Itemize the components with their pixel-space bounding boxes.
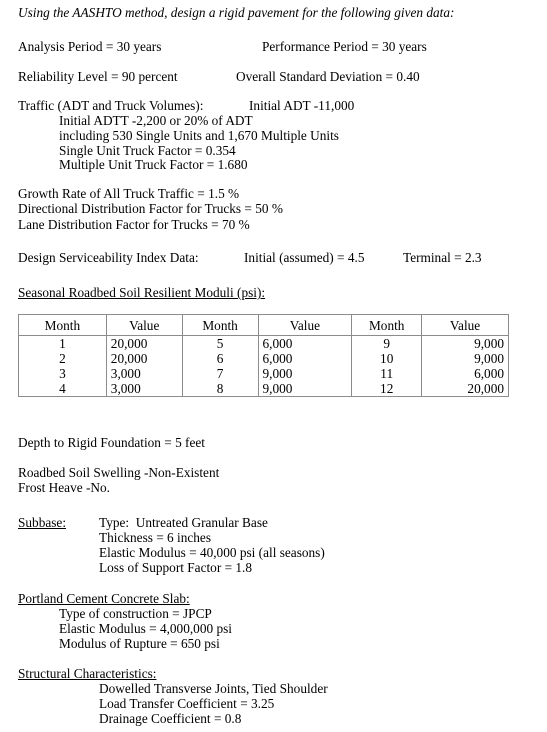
serviceability-label: Design Serviceability Index Data: — [18, 250, 199, 265]
month-cell: 10 — [352, 351, 422, 366]
month-cell: 3 — [19, 366, 107, 381]
table-row — [19, 366, 509, 381]
value-cell: 9,000 — [422, 351, 509, 366]
table-header-row — [19, 315, 509, 336]
value-cell: 6,000 — [422, 366, 509, 381]
header-month: Month — [182, 315, 258, 336]
standard-deviation: Overall Standard Deviation = 0.40 — [236, 69, 420, 84]
traffic-initial-adtt: Initial ADTT -2,200 or 20% of ADT — [59, 113, 253, 128]
subbase-loss-of-support: Loss of Support Factor = 1.8 — [99, 560, 253, 575]
analysis-period: Analysis Period = 30 years — [18, 39, 162, 54]
header-value: Value — [106, 315, 182, 336]
value-cell: 20,000 — [106, 351, 182, 366]
structural-label: Structural Characteristics: — [18, 666, 157, 681]
header-value: Value — [258, 315, 352, 336]
slab-label: Portland Cement Concrete Slab: — [18, 591, 190, 606]
performance-period: Performance Period = 30 years — [262, 39, 427, 54]
value-cell: 3,000 — [106, 381, 182, 397]
subbase-thickness: Thickness = 6 inches — [99, 530, 212, 545]
multiple-unit-factor: Multiple Unit Truck Factor = 1.680 — [59, 157, 248, 172]
table-row — [19, 351, 509, 366]
slab-type: Type of construction = JPCP — [59, 606, 212, 621]
value-cell: 6,000 — [258, 351, 352, 366]
value-cell: 20,000 — [422, 381, 509, 397]
problem-heading: Using the AASHTO method, design a rigid pavement for the following given data: — [18, 5, 455, 20]
structural-joints: Dowelled Transverse Joints, Tied Shoulder — [99, 681, 328, 696]
month-cell: 9 — [352, 336, 422, 352]
directional-distribution: Directional Distribution Factor for Trucks = 50 % — [18, 201, 283, 216]
serviceability-initial: Initial (assumed) = 4.5 — [244, 250, 365, 265]
month-cell: 5 — [182, 336, 258, 352]
month-cell: 8 — [182, 381, 258, 397]
subbase-modulus: Elastic Modulus = 40,000 psi (all seasons) — [99, 545, 325, 560]
slab-modulus: Elastic Modulus = 4,000,000 psi — [59, 621, 232, 636]
value-cell: 9,000 — [258, 366, 352, 381]
single-unit-factor: Single Unit Truck Factor = 0.354 — [59, 143, 236, 158]
lane-distribution: Lane Distribution Factor for Trucks = 70 % — [18, 217, 250, 232]
table-row — [19, 381, 509, 397]
value-cell: 20,000 — [106, 336, 182, 352]
header-month: Month — [19, 315, 107, 336]
month-cell: 1 — [19, 336, 107, 352]
depth-to-foundation: Depth to Rigid Foundation = 5 feet — [18, 435, 205, 450]
header-month: Month — [352, 315, 422, 336]
header-value: Value — [422, 315, 509, 336]
subbase-type: Type: Untreated Granular Base — [99, 515, 268, 530]
month-cell: 2 — [19, 351, 107, 366]
month-cell: 4 — [19, 381, 107, 397]
value-cell: 9,000 — [422, 336, 509, 352]
growth-rate: Growth Rate of All Truck Traffic = 1.5 % — [18, 186, 240, 201]
soil-table-title: Seasonal Roadbed Soil Resilient Moduli (psi): — [18, 285, 266, 300]
drainage-coefficient: Drainage Coefficient = 0.8 — [99, 711, 242, 726]
table-row — [19, 336, 509, 352]
value-cell: 6,000 — [258, 336, 352, 352]
month-cell: 11 — [352, 366, 422, 381]
value-cell: 9,000 — [258, 381, 352, 397]
frost-heave: Frost Heave -No. — [18, 480, 110, 495]
soil-moduli-table — [18, 314, 509, 397]
subbase-label: Subbase: — [18, 515, 67, 530]
traffic-initial-adt: Initial ADT -11,000 — [249, 98, 355, 113]
month-cell: 7 — [182, 366, 258, 381]
reliability-level: Reliability Level = 90 percent — [18, 69, 178, 84]
value-cell: 3,000 — [106, 366, 182, 381]
serviceability-terminal: Terminal = 2.3 — [403, 250, 482, 265]
month-cell: 12 — [352, 381, 422, 397]
traffic-including: including 530 Single Units and 1,670 Multiple Units — [59, 128, 339, 143]
load-transfer: Load Transfer Coefficient = 3.25 — [99, 696, 275, 711]
traffic-title: Traffic (ADT and Truck Volumes): — [18, 98, 204, 113]
month-cell: 6 — [182, 351, 258, 366]
roadbed-swelling: Roadbed Soil Swelling -Non-Existent — [18, 465, 220, 480]
slab-rupture: Modulus of Rupture = 650 psi — [59, 636, 220, 651]
